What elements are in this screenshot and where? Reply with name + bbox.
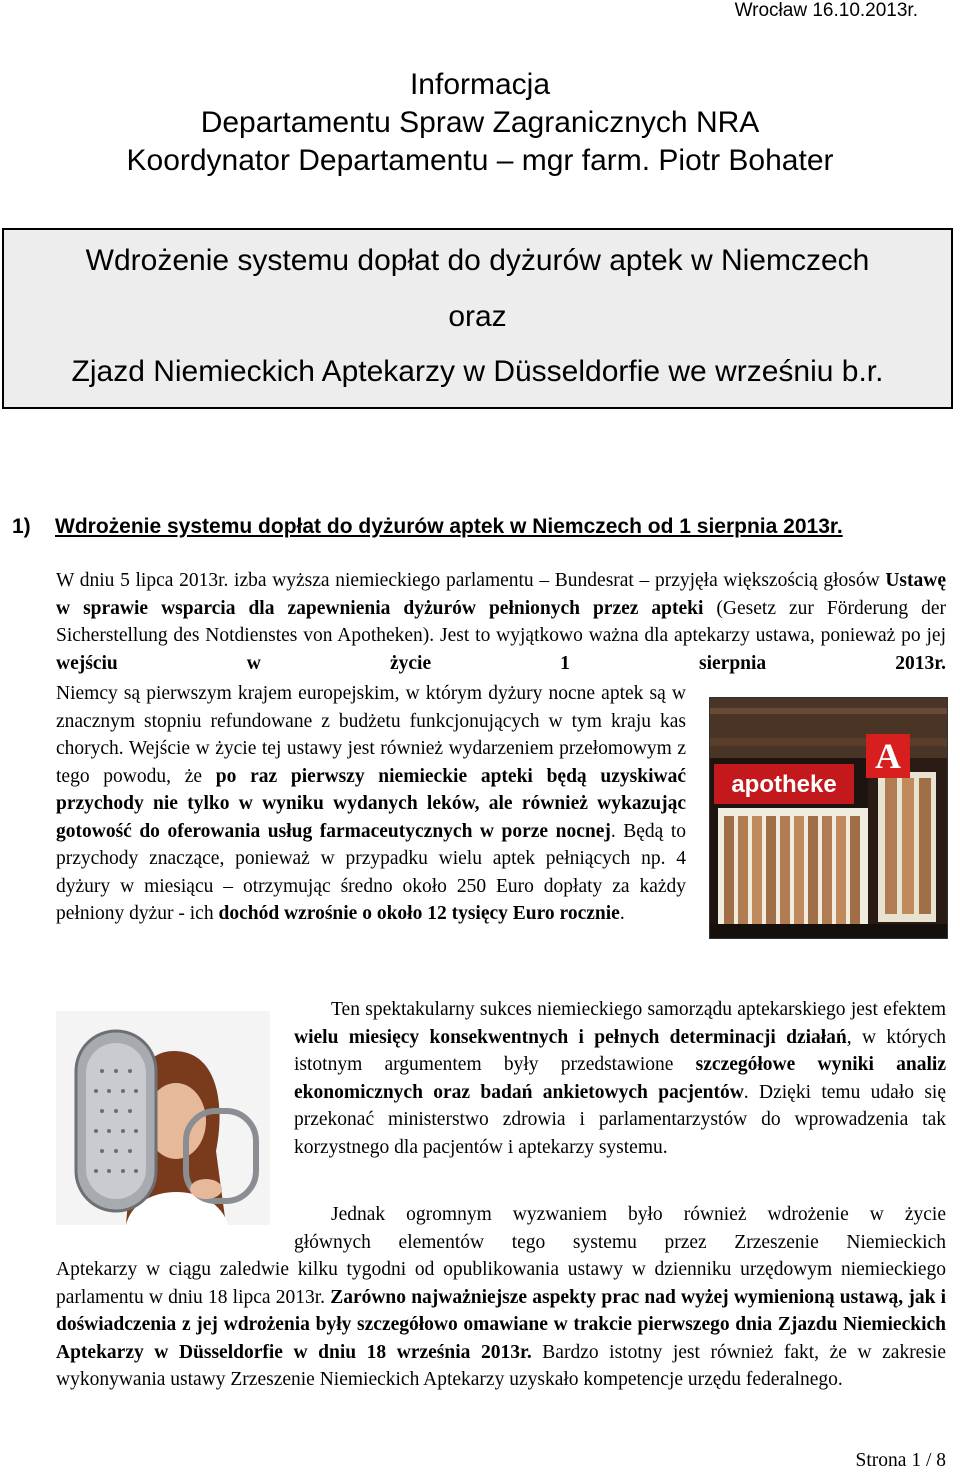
title-line-2: oraz bbox=[448, 300, 507, 333]
paragraph-2-bold-a: po raz pierwszy niemieckie apteki będą uzyskiwać przychody nie tylko w wyniku wydanych leków, ale również wykazując gotowość do oferowania usług farmaceutycznych w porze nocnej bbox=[56, 765, 686, 842]
title-line-1: Wdrożenie systemu dopłat do dyżurów aptek w Niemczech bbox=[85, 244, 870, 277]
page-number: Strona 1 / 8 bbox=[855, 1450, 946, 1471]
paragraph-4-line-1: Jednak ogromnym wyzwaniem było również wdrożenie w życie bbox=[331, 1204, 946, 1225]
paragraph-2 bbox=[56, 680, 686, 928]
paragraph-4-bold-a: Zarówno najważniejsze aspekty prac nad wyżej wymienioną ustawą, jak i doświadczenia z jej wdrożenia były szczegółowo omawiane w trakcie pierwszego dnia Zjazdu Niemieckich Aptekarzy w Düsseldorfie w dniu 18 września 2013r. bbox=[56, 1286, 947, 1363]
paragraph-1-text-b: (Gesetz zur Förderung der Sicherstellung des Notdienstes von Apotheken). Jest to wyjątkowo ważna dla aptekarzy ustawa, ponieważ po jej bbox=[56, 597, 946, 646]
paragraph-4-text-b: Bardzo istotny jest również fakt, że w zakresie wykonywania ustawy Zrzeszenie Niemieckich Aptekarzy uzyskało kompetencje urzędu federalnego. bbox=[56, 1341, 946, 1390]
paragraph-2-text-c: . bbox=[619, 903, 625, 924]
paragraph-4-intro bbox=[294, 1201, 946, 1256]
paragraph-1 bbox=[56, 567, 946, 677]
header-department: Departamentu Spraw Zagranicznych NRA bbox=[200, 106, 760, 139]
pharmacy-sign-text: apotheke bbox=[731, 771, 837, 798]
document-header bbox=[0, 66, 960, 180]
woman-photo bbox=[56, 1011, 270, 1225]
title-line-3: Zjazd Niemieckich Aptekarzy w Düsseldorfie we wrześniu b.r. bbox=[71, 355, 884, 388]
section-heading bbox=[0, 515, 843, 539]
section-heading-text: Wdrożenie systemu dopłat do dyżurów aptek w Niemczech od 1 sierpnia 2013r. bbox=[55, 515, 843, 538]
paragraph-4-line-2: głównych elementów tego systemu przez Zrzeszenie Niemieckich bbox=[294, 1231, 946, 1253]
section-number: 1) bbox=[12, 515, 31, 538]
paragraph-1-text-a: W dniu 5 lipca 2013r. izba wyższa niemieckiego parlamentu – Bundesrat – przyjęła większością głosów bbox=[56, 570, 886, 591]
header-title: Informacja bbox=[409, 68, 551, 101]
paragraph-1-bold-b: wejściu w życie 1 sierpnia 2013r. bbox=[56, 652, 946, 674]
pharmacy-photo bbox=[709, 697, 948, 939]
paragraph-4 bbox=[56, 1256, 946, 1394]
paragraph-3-text-b: , w których istotnym argumentem były przedstawione bbox=[294, 1026, 946, 1075]
document-date: Wrocław 16.10.2013r. bbox=[734, 0, 918, 21]
paragraph-3-text-c: . Dzięki temu udało się przekonać ministerstwo zdrowia i parlamentarzystów do wprowadzenia tak korzystnego dla pacjentów i aptekarzy systemu. bbox=[294, 1081, 946, 1158]
paragraph-3-text-a: Ten spektakularny sukces niemieckiego samorządu aptekarskiego jest efektem bbox=[331, 999, 946, 1020]
paragraph-3-bold-a: wielu miesięcy konsekwentnych i pełnych determinacji działań bbox=[294, 1026, 847, 1048]
paragraph-4-text-a: Aptekarzy w ciągu zaledwie kilku tygodni od opublikowania ustawy w dzienniku urzędowym niemieckiego parlamentu w dniu 18 lipca 2013r. bbox=[56, 1259, 946, 1308]
paragraph-1-bold-a: Ustawę w sprawie wsparcia dla zapewnienia dyżurów pełnionych przez apteki bbox=[56, 570, 946, 619]
paragraph-3 bbox=[294, 996, 946, 1161]
paragraph-3-bold-b: szczegółowe wyniki analiz ekonomicznych oraz badań ankietowych pacjentów bbox=[294, 1054, 946, 1103]
paragraph-2-text-b: . Będą to przychody znaczące, ponieważ w przypadku wielu aptek pełniących np. 4 dyżury w miesiącu – otrzymując średno około 250 Euro dopłaty za każdy pełniony dyżur - ich bbox=[56, 820, 686, 924]
paragraph-2-text-a: Niemcy są pierwszym krajem europejskim, w którym dyżury nocne aptek są w znacznym stopniu refundowane z budżetu funkcjonujących w tym kraju kas chorych. Wejście w życie tej ustawy jest również wydarzeniem przełomowym z tego powodu, że bbox=[56, 683, 686, 787]
title-box bbox=[2, 228, 953, 409]
pharmacy-logo-letter: A bbox=[875, 736, 901, 776]
header-coordinator: Koordynator Departamentu – mgr farm. Piotr Bohater bbox=[126, 144, 834, 177]
paragraph-2-bold-b: dochód wzrośnie o około 12 tysięcy Euro rocznie bbox=[218, 903, 620, 924]
